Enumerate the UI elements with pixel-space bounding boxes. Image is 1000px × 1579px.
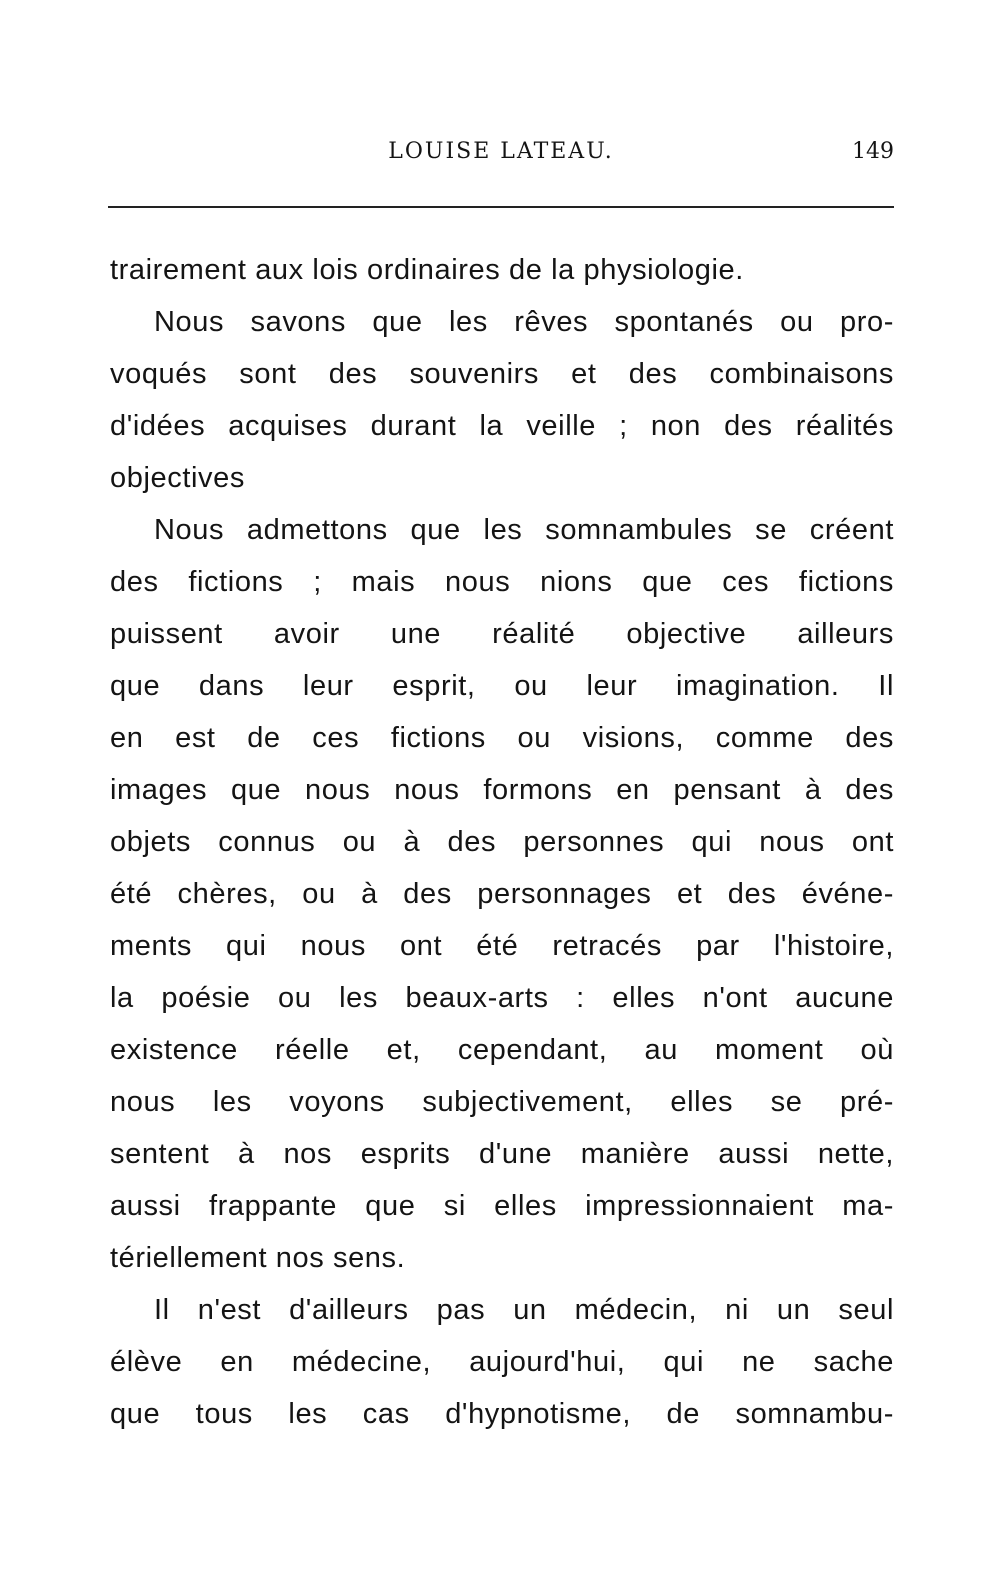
text-line: Il n'est d'ailleurs pas un médecin, ni un seul [154,1294,894,1326]
text-line: sentent à nos esprits d'une manière aussi nette, [110,1138,894,1170]
text-line: aussi frappante que si elles impressionnaient ma- [110,1190,894,1222]
header-rule [108,206,894,208]
text-line: élève en médecine, aujourd'hui, qui ne sache [110,1346,894,1378]
text-line: été chères, ou à des personnages et des événe- [110,878,894,910]
text-line: puissent avoir une réalité objective ailleurs [110,618,894,650]
text-line: objectives [110,462,245,494]
text-line: que dans leur esprit, ou leur imagination. Il [110,670,894,702]
paragraph-4 [110,1284,894,1440]
text-line: existence réelle et, cependant, au moment où [110,1034,894,1066]
text-line: ments qui nous ont été retracés par l'histoire, [110,930,894,962]
text-line: d'idées acquises durant la veille ; non des réalités [110,410,894,442]
paragraph-2 [110,296,894,504]
running-head [108,136,894,168]
paragraph-3 [110,504,894,1284]
text-line: voqués sont des souvenirs et des combinaisons [110,358,894,390]
text-line: images que nous nous formons en pensant à des [110,774,894,806]
text-line: trairement aux lois ordinaires de la physiologie. [110,254,744,286]
text-line: en est de ces fictions ou visions, comme des [110,722,894,754]
text-line: nous les voyons subjectivement, elles se pré- [110,1086,894,1118]
text-line: Nous savons que les rêves spontanés ou pro- [154,306,894,338]
text-line: la poésie ou les beaux-arts : elles n'ont aucune [110,982,894,1014]
paragraph-1 [110,244,894,296]
body-text [110,244,894,1440]
text-line: des fictions ; mais nous nions que ces fictions [110,566,894,598]
text-line: Nous admettons que les somnambules se créent [154,514,894,546]
running-title: LOUISE LATEAU. [388,139,614,164]
text-line: que tous les cas d'hypnotisme, de somnambu- [110,1398,894,1430]
page-number: 149 [852,139,894,164]
text-line: tériellement nos sens. [110,1242,406,1274]
text-line: objets connus ou à des personnes qui nous ont [110,826,894,858]
